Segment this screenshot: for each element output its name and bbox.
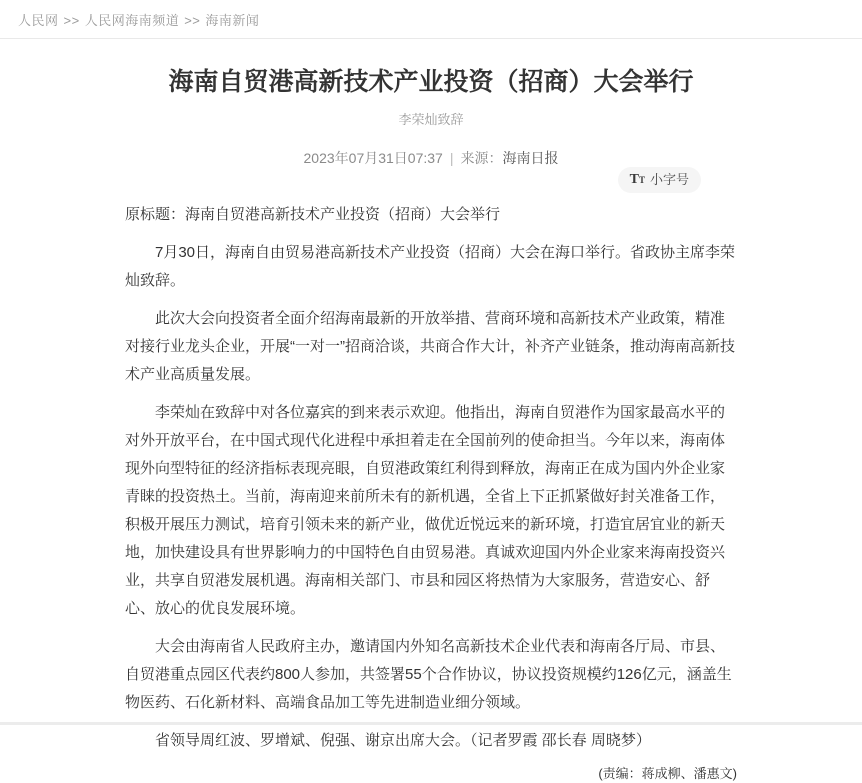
breadcrumb-link-peoples-daily[interactable]: 人民网 bbox=[18, 13, 59, 28]
breadcrumb-separator: >> bbox=[184, 13, 201, 28]
article-body bbox=[125, 201, 737, 755]
breadcrumb-link-hainan-news[interactable]: 海南新闻 bbox=[205, 13, 260, 28]
breadcrumb-separator: >> bbox=[63, 13, 80, 28]
page-title: 海南自贸港高新技术产业投资（招商）大会举行 bbox=[168, 68, 694, 96]
breadcrumb bbox=[0, 0, 862, 39]
font-size-label: 小字号 bbox=[649, 172, 689, 187]
article-content bbox=[125, 65, 737, 783]
source-label: 来源： bbox=[460, 150, 503, 166]
article-paragraph: 大会由海南省人民政府主办，邀请国内外知名高新技术企业代表和海南各厅局、市县、自贸港重点园区代表约800人参加，共签署55个合作协议，协议投资规模约126亿元，涵盖生物医药、石化新材料、高端食品加工等先进制造业细分领域。 bbox=[125, 638, 732, 711]
publish-date: 2023年07月31日07:37 bbox=[303, 150, 443, 166]
article-meta-line bbox=[125, 149, 737, 167]
editor-credit: (责编：蒋成柳、潘惠文) bbox=[598, 766, 737, 781]
original-title-text: 海南自贸港高新技术产业投资（招商）大会举行 bbox=[185, 206, 501, 223]
source-link[interactable]: 海南日报 bbox=[502, 150, 559, 166]
article-paragraph: 7月30日，海南自由贸易港高新技术产业投资（招商）大会在海口举行。省政协主席李荣灿致辞。 bbox=[125, 244, 736, 289]
meta-separator: | bbox=[449, 150, 454, 166]
font-size-icon: T T bbox=[629, 172, 645, 187]
article-paragraph: 李荣灿在致辞中对各位嘉宾的到来表示欢迎。他指出，海南自贸港作为国家最高水平的对外开放平台，在中国式现代化进程中承担着走在全国前列的使命担当。今年以来，海南体现外向型特征的经济指标表现亮眼，自贸港政策红利得到释放，海南正在成为国内外企业家青睐的投资热土。当前，海南迎来前所未有的新机遇，全省上下正抓紧做好封关准备工作，积极开展压力测试，培育引领未来的新产业，做优近悦远来的新环境，打造宜居宜业的新天地，加快建设具有世界影响力的中国特色自由贸易港。真诚欢迎国内外企业家来海南投资兴业，共享自贸港发展机遇。海南相关部门、市县和园区将热情为大家服务，营造安心、舒心、放心的优良发展环境。 bbox=[125, 404, 726, 617]
breadcrumb-link-hainan-channel[interactable]: 人民网海南频道 bbox=[84, 13, 180, 28]
article-subtitle: 李荣灿致辞 bbox=[398, 112, 464, 127]
article-paragraph: 此次大会向投资者全面介绍海南最新的开放举措、营商环境和高新技术产业政策，精准对接行业龙头企业，开展“一对一”招商洽谈，共商合作大计，补齐产业链条，推动海南高新技术产业高质量发展。 bbox=[125, 310, 735, 383]
article-paragraph: 省领导周红波、罗增斌、倪强、谢京出席大会。（记者罗霞 邵长春 周晓梦） bbox=[155, 732, 651, 749]
article-toolbar bbox=[125, 167, 737, 193]
original-title-label: 原标题： bbox=[125, 206, 186, 223]
original-title-line bbox=[125, 201, 737, 229]
font-size-button[interactable] bbox=[618, 167, 701, 193]
